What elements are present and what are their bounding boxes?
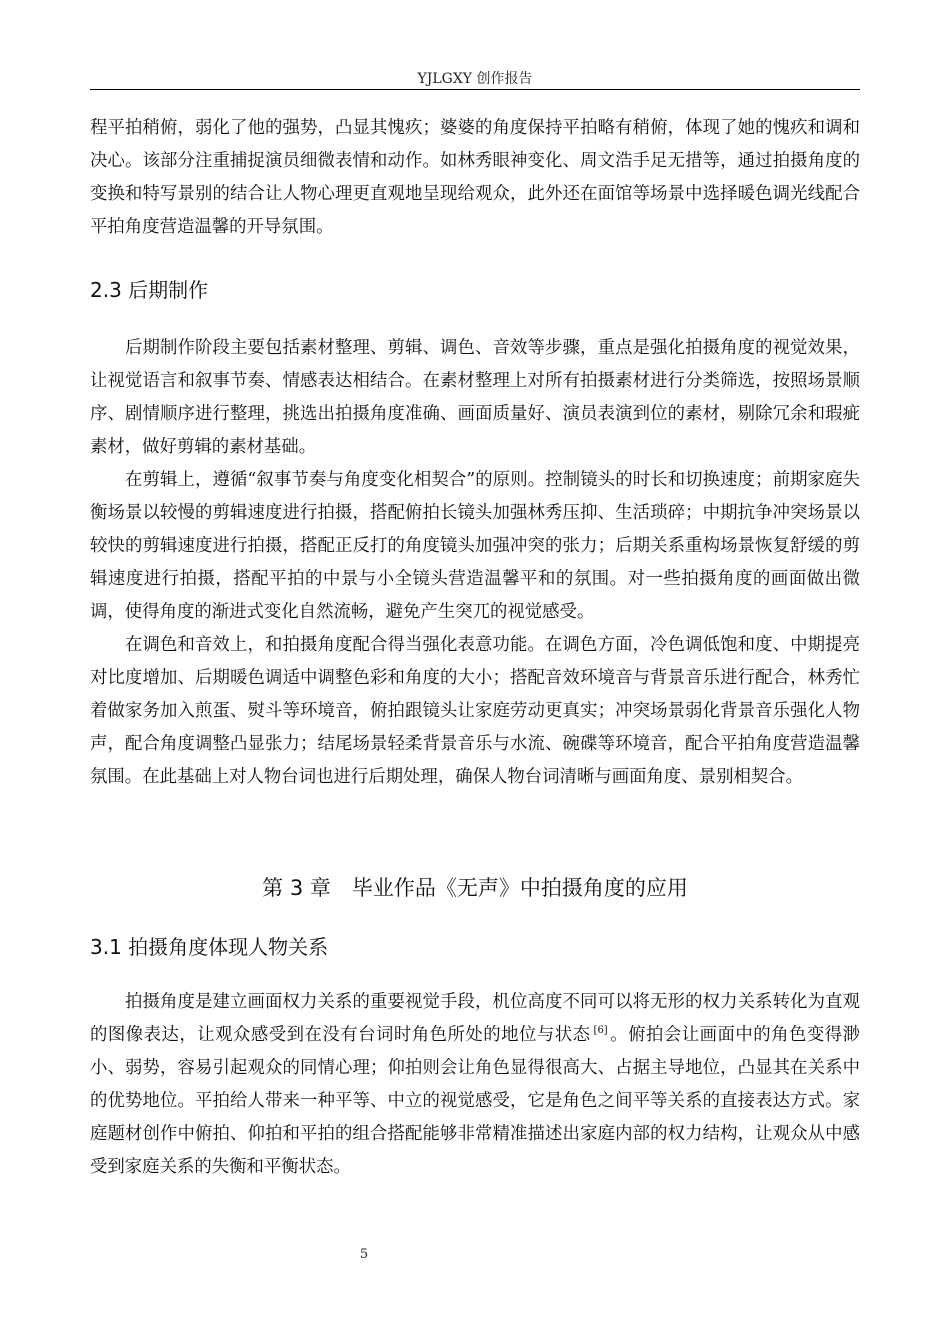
section-heading-2-3: 2.3 后期制作 xyxy=(90,278,209,302)
running-header: YJLGXY 创作报告 xyxy=(417,71,533,87)
citation-reference[interactable]: [6] xyxy=(593,1025,608,1037)
section-2-3-body xyxy=(90,332,860,794)
section-heading-3-1: 3.1 拍摄角度体现人物关系 xyxy=(90,935,329,959)
section-3-1-paragraph xyxy=(90,986,860,1184)
intro-paragraph: 程平拍稍俯，弱化了他的强势，凸显其愧疚；婆婆的角度保持平拍略有稍俯，体现了她的愧疚和调和决心。该部分注重捕捉演员细微表情和动作。如林秀眼神变化、周文浩手足无措等，通过拍摄角度的变换和特写景别的结合让人物心理更直观地呈现给观众，此外还在面馆等场景中选择暖色调光线配合平拍角度营造温馨的开导氛围。 xyxy=(90,118,860,237)
paragraph-text: 拍摄角度是建立画面权力关系的重要视觉手段，机位高度不同可以将无形的权力关系转化为直观的图像表达，让观众感受到在没有台词时角色所处的地位与状态 xyxy=(90,992,860,1045)
chapter-heading: 第 3 章 毕业作品《无声》中拍摄角度的应用 xyxy=(262,876,688,900)
page-body xyxy=(90,112,860,1184)
paragraph: 后期制作阶段主要包括素材整理、剪辑、调色、音效等步骤，重点是强化拍摄角度的视觉效果，让视觉语言和叙事节奏、情感表达相结合。在素材整理上对所有拍摄素材进行分类筛选，按照场景顺序、剧情顺序进行整理，挑选出拍摄角度准确、画面质量好、演员表演到位的素材，剔除冗余和瑕疵素材，做好剪辑的素材基础。 xyxy=(90,338,860,457)
paragraph: 在剪辑上，遵循“叙事节奏与角度变化相契合”的原则。控制镜头的时长和切换速度；前期家庭失衡场景以较慢的剪辑速度进行拍摄，搭配俯拍长镜头加强林秀压抑、生活琐碎；中期抗争冲突场景以较快的剪辑速度进行拍摄，搭配正反打的角度镜头加强冲突的张力；后期关系重构场景恢复舒缓的剪辑速度进行拍摄，搭配平拍的中景与小全镜头营造温馨平和的氛围。对一些拍摄角度的画面做出微调，使得角度的渐进式变化自然流畅，避免产生突兀的视觉感受。 xyxy=(90,470,860,622)
paragraph: 在调色和音效上，和拍摄角度配合得当强化表意功能。在调色方面，冷色调低饱和度、中期提亮对比度增加、后期暖色调适中调整色彩和角度的大小；搭配音效环境音与背景音乐进行配合，林秀忙着做家务加入煎蛋、熨斗等环境音，俯拍跟镜头让家庭劳动更真实；冲突场景弱化背景音乐强化人物声，配合角度调整凸显张力；结尾场景轻柔背景音乐与水流、碗碟等环境音，配合平拍角度营造温馨氛围。在此基础上对人物台词也进行后期处理，确保人物台词清晰与画面角度、景别相契合。 xyxy=(90,635,860,787)
page-number: 5 xyxy=(359,1247,369,1262)
paragraph-text: 。俯拍会让画面中的角色变得渺小、弱势，容易引起观众的同情心理；仰拍则会让角色显得很高大、占据主导地位，凸显其在关系中的优势地位。平拍给人带来一种平等、中立的视觉感受，它是角色之间平等关系的直接表达方式。家庭题材创作中俯拍、仰拍和平拍的组合搭配能够非常精准描述出家庭内部的权力结构，让观众从中感受到家庭关系的失衡和平衡状态。 xyxy=(90,1025,860,1177)
header-rule xyxy=(90,89,860,90)
